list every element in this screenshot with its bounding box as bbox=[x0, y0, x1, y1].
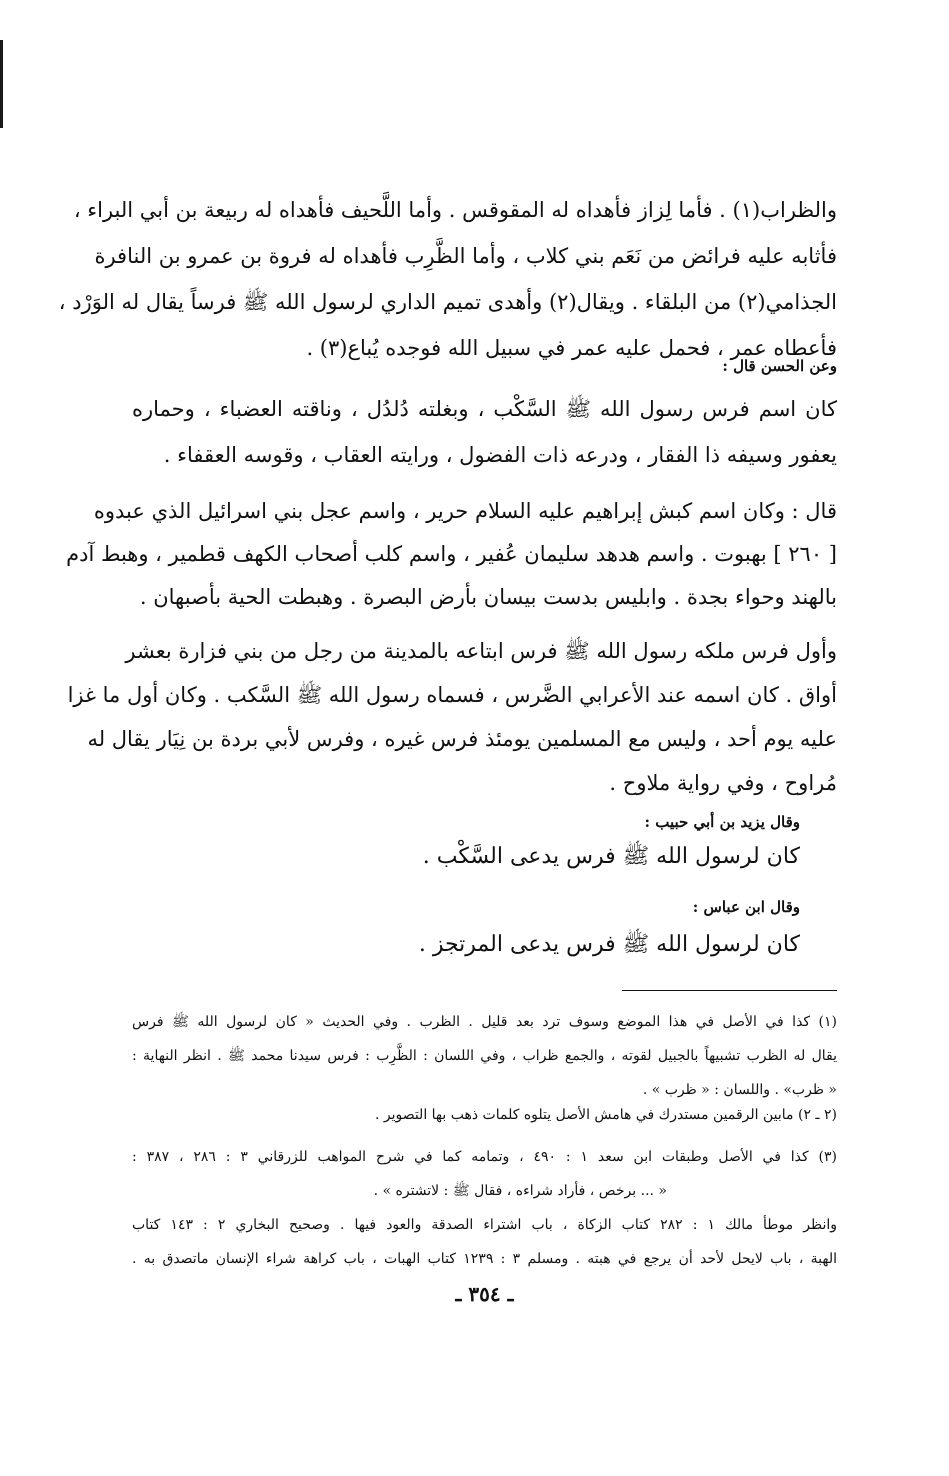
text-line: يعفور وسيفه ذا الفقار ، ودرعه ذات الفضول ، ورايته العقاب ، وقوسه العقفاء . bbox=[163, 443, 837, 467]
page-number: ـ ٣٥٤ ـ bbox=[455, 1282, 514, 1306]
text-line: عليه يوم أحد ، وليس مع المسلمين يومئذ فرس غيره ، وفرس لأبي بردة بن نِيَار يقال له bbox=[87, 727, 837, 751]
paragraph-animal-names bbox=[66, 490, 837, 619]
footnote-2 bbox=[132, 1100, 837, 1130]
footnote-line: « ... برخص ، فأراد شراءه ، فقال ﷺ : لاتشتره » . bbox=[373, 1183, 667, 1199]
paragraph-horses-gifts bbox=[58, 187, 837, 371]
footnote-line: الهبة ، باب لايحل لأحد أن يرجع في هبته . ومسلم ٣ : ١٢٣٩ كتاب الهبات ، باب كراهة شراء الإنسان ماتصدق به . bbox=[132, 1251, 837, 1267]
footnote-line: (٢ ـ ٢) مابين الرقمين مستدرك في هامش الأصل يتلوه كلمات ذهب بها التصوير . bbox=[374, 1107, 837, 1123]
text-line: قال : وكان اسم كبش إبراهيم عليه السلام حرير ، واسم عجل بني اسرائيل الذي عبدوه bbox=[93, 499, 837, 523]
footnote-separator bbox=[622, 990, 837, 991]
footnote-line: (١) كذا في الأصل في هذا الموضع وسوف ترد بعد قليل . الظرب . وفي الحديث « كان لرسول الله ﷺ فرس bbox=[132, 1014, 837, 1030]
text-line: كان اسم فرس رسول الله ﷺ السَّكْب ، وبغلته دُلدُل ، وناقته العضباء ، وحماره bbox=[132, 397, 837, 421]
text-line: بالهند وحواء بجدة . وابليس بدست بيسان بأرض البصرة . وهبطت الحية بأصبهان . bbox=[139, 585, 837, 609]
heading-yazid: وقال يزيد بن أبي حبيب : bbox=[644, 813, 800, 831]
heading-ibn-abbas: وقال ابن عباس : bbox=[692, 898, 800, 916]
paragraph-first-horse bbox=[67, 629, 837, 805]
footnote-1 bbox=[132, 1005, 837, 1107]
footnote-3 bbox=[132, 1140, 837, 1276]
text-line: مُراوح ، وفي رواية ملاوح . bbox=[609, 771, 837, 795]
heading-hasan: وعن الحسن قال : bbox=[722, 357, 837, 375]
text-line: وأول فرس ملكه رسول الله ﷺ فرس ابتاعه بالمدينة من رجل من بني فزارة بعشر bbox=[125, 639, 837, 663]
text-line: فأثابه عليه فرائض من نَعَم بني كلاب ، وأما الظَّرِب فأهداه له فروة بن عمرو بن النافرة bbox=[94, 244, 837, 268]
quote-yazid: كان لرسول الله ﷺ فرس يدعى السَّكْب . bbox=[422, 844, 800, 869]
paragraph-prophet-animals bbox=[132, 386, 837, 478]
quote-ibn-abbas: كان لرسول الله ﷺ فرس يدعى المرتجز . bbox=[418, 932, 800, 957]
text-line: فأعطاه عمر ، فحمل عليه عمر في سبيل الله فوجده يُباع(٣) . bbox=[306, 336, 837, 360]
text-line: أواق . كان اسمه عند الأعرابي الضَّرس ، فسماه رسول الله ﷺ السَّكب . وكان أول ما غزا bbox=[67, 683, 837, 707]
text-line: [ ٢٦٠ ] بهبوت . واسم هدهد سليمان عُفير ، واسم كلب أصحاب الكهف قطمير ، وهبط آدم bbox=[66, 542, 837, 566]
text-line: والظراب(١) . فأما لِزاز فأهداه له المقوقس . وأما اللَّحيف فأهداه له ربيعة بن أبي البراء ، bbox=[73, 198, 837, 222]
footnote-line: « ظرب» . واللسان : « ظرب » . bbox=[642, 1082, 837, 1098]
text-line: الجذامي(٢) من البلقاء . ويقال(٢) وأهدى تميم الداري لرسول الله ﷺ فرساً يقال له الوَرْد ، bbox=[58, 290, 837, 314]
footnote-line: يقال له الظرب تشبيهاً بالجبيل لقوته ، والجمع ظراب ، وفي اللسان : الظَّرِب : فرس سيدنا محمد ﷺ . انظر النهاية : bbox=[132, 1048, 837, 1064]
scan-edge-mark bbox=[0, 40, 3, 128]
footnote-line: (٣) كذا في الأصل وطبقات ابن سعد ١ : ٤٩٠ ، وتمامه كما في شرح المواهب للزرقاني ٣ : ٢٨٦ ، ٣٨٧ : bbox=[132, 1149, 837, 1165]
footnote-line: وانظر موطأ مالك ١ : ٢٨٢ كتاب الزكاة ، باب اشتراء الصدقة والعود فيها . وصحيح البخاري ٢ : ١٤٣ كتاب bbox=[132, 1217, 838, 1233]
